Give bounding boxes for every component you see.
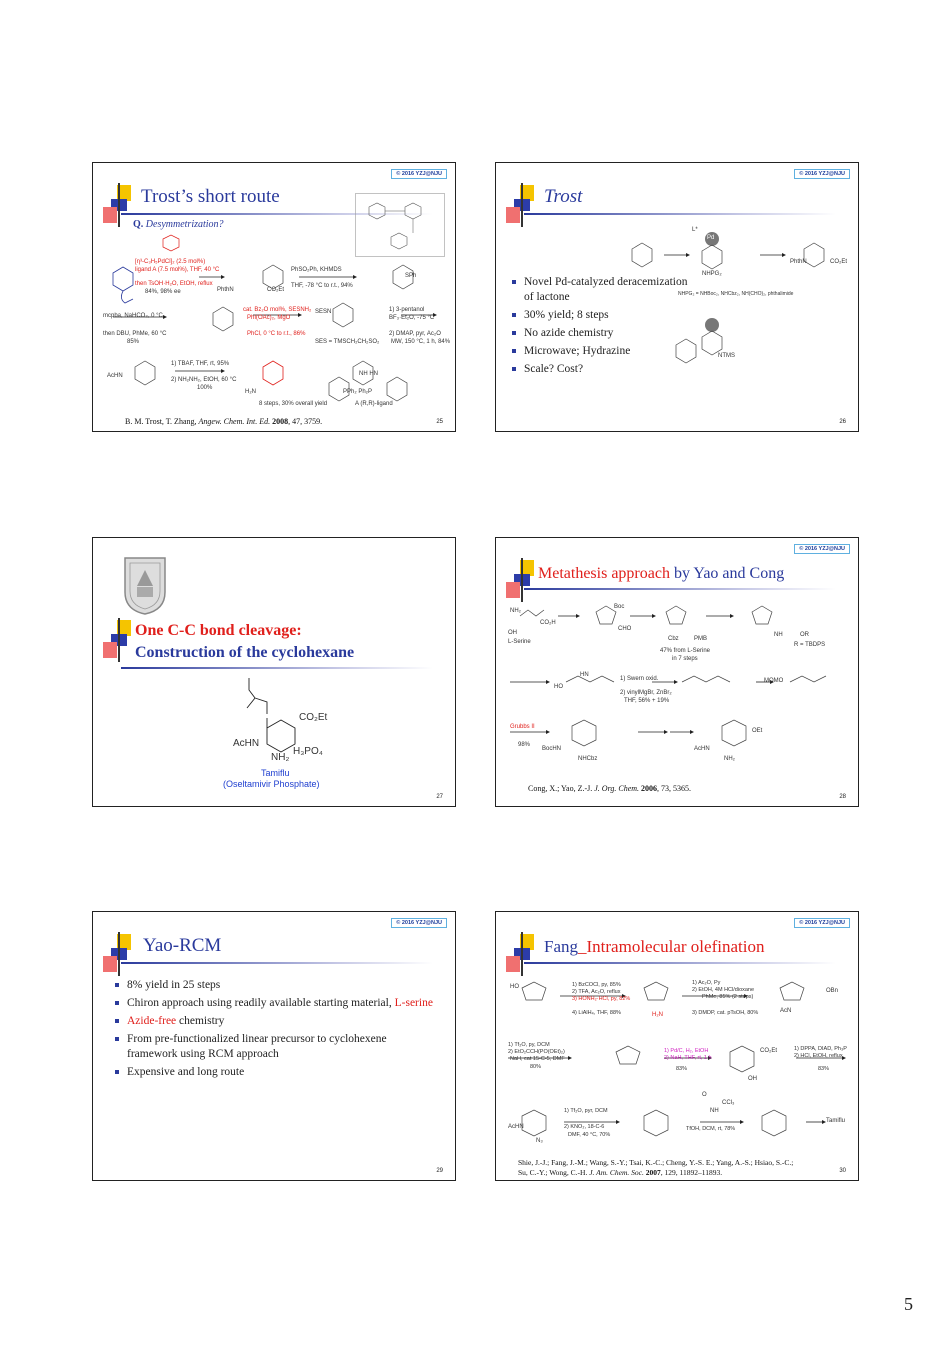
structure-label: NH₂ [271,752,290,763]
slide-25 [92,162,456,432]
slide-title: Trost [544,186,583,207]
structure-label: SESN [315,309,332,315]
condition-text: 2) EtOH, 4M HCl/dioxane [692,987,755,993]
condition-text: 8 steps, 30% overall yield [259,401,328,407]
ref-journal: Angew. Chem. Int. Ed. [198,417,271,426]
question-text: Desymmetrization? [145,219,224,230]
page-number: 5 [904,1294,913,1314]
condition-text: PhMe, 85% (2 steps) [702,994,754,1000]
slide-26 [495,162,859,432]
condition-text: 1) Tf₂O, py, DCM [508,1042,550,1048]
condition-text: 2) NH₂NH₂, EtOH, 60 °C [171,377,237,383]
bullet-highlight: L-serine [394,997,433,1009]
ligand-label: L* [692,227,698,233]
ref-year: 2007 [643,1168,661,1177]
copyright-badge: © 2016 YZJ@NJU [794,918,850,928]
structure-label: SPh [405,273,417,279]
title-red-part: Metathesis approach [538,565,670,582]
slide-number: 29 [436,1168,443,1174]
title-underline [524,213,836,215]
product-label: Tamiflu [826,1118,846,1124]
ref-line-2 [518,1168,793,1178]
structure-label: AcHN [694,746,710,752]
condition-text: DMF, 40 °C, 70% [568,1132,611,1138]
slide-28 [495,537,859,807]
structure-label: OEt [752,728,763,734]
protecting-group-note: NHPG₂ = NHBoc₂, NHCbz₂, NH(CHO)₂, phthalimide [678,291,794,297]
slide-number: 25 [436,419,443,425]
structure-label: H₂N [245,389,256,395]
bullet-item [113,978,433,993]
condition-text: 1) Tf₂O, pyr, DCM [564,1108,608,1114]
structure-label: BocHN [542,746,562,752]
condition-text: 2) TFA, Ac₂O, reflux [572,989,621,995]
ref-authors: Cong, X.; Yao, Z.-J. [528,784,595,793]
ref-line-1: Shie, J.-J.; Fang, J.-M.; Wang, S.-Y.; Tsai, K.-C.; Cheng, Y.-S. E.; Yang, A.-S.; Hsiao, S.-C.; [518,1158,794,1167]
structure-label: 47% from L-Serine [660,648,711,654]
structure-label: HO [554,684,563,690]
caption-oseltamivir: (Oseltamivir Phosphate) [223,779,320,789]
slide-number: 28 [839,794,846,800]
slide-title: Yao-RCM [143,935,222,956]
structure-label: CO₂Et [830,259,847,265]
structure-label: L-Serine [508,639,531,645]
structure-label: CCl₃ [722,1100,735,1106]
structure-label: NHCbz [578,756,598,762]
structure-label: NTMS [718,353,735,359]
structure-label: OH [748,1076,757,1082]
condition-text: 2) EtO₂CCH(PO(OEt)₂) [508,1049,565,1055]
bullet-text: Chiron approach using readily available starting material, [127,997,395,1009]
structure-label: OR [800,632,809,638]
slide-title [544,937,764,957]
structure-label: OH [508,630,517,636]
structure-label: PhthN [217,287,234,293]
condition-text: THF, 56% + 19% [624,698,670,704]
condition-text: 83% [676,1066,688,1072]
ref-journal: J. Am. Chem. Soc. [589,1168,644,1177]
bullet-item: Novel Pd-catalyzed deracemization of lactone [510,275,690,305]
title-underline [524,588,836,590]
title-underline [524,962,836,964]
structure-label: PPh₂ Ph₂P [343,389,373,395]
slide-title [538,565,784,583]
bullet-list [113,978,433,1083]
copyright-badge: © 2016 YZJ@NJU [794,544,850,554]
condition-text: cat. Bz₂O mol%, SESNH₂ [243,307,312,313]
condition-text: 1) BzCOCl, py, 85% [572,982,621,988]
structure-label: AcHN [233,738,260,749]
title-blue-part: by Yao and Cong [669,565,785,582]
structure-label: NH₂ [724,756,735,762]
university-seal-icon [121,554,169,616]
slide-logo-icon [506,932,540,976]
condition-text: 1) Pd/C, H₂, EtOH [664,1048,709,1054]
bullet-highlight: Azide-free [127,1015,177,1027]
bullet-text: Expensive and long route [127,1066,245,1078]
section-title-line-2: Construction of the cyclohexane [135,644,355,661]
ref-year: 2008 [270,417,289,426]
condition-text: PhCl, 0 °C to r.t., 86% [247,331,306,337]
structure-label: CHO [618,626,632,632]
slide-30 [495,911,859,1181]
structure-label: OBn [826,988,839,994]
structure-label: CO₂H [540,620,556,626]
structure-label: NH [710,1108,719,1114]
slide-logo-icon [506,183,540,227]
bullet-item [113,1032,433,1062]
structure-label: CO₂Et [299,712,328,723]
condition-text: 2) DMAP, pyr, Ac₂O [389,331,441,337]
ref-authors: B. M. Trost, T. Zhang, [125,417,199,426]
condition-text: 3) DMDP, cat. pTsOH, 80% [692,1010,759,1016]
section-title-line-1: One C-C bond cleavage: [135,622,302,639]
condition-text: 2) KNO₂, 18-C-6 [564,1124,605,1130]
slide-logo-icon [103,618,137,662]
slide-number: 30 [839,1168,846,1174]
structure-label: H₃PO₄ [293,746,323,757]
condition-text: PhSO₂Ph, KHMDS [291,267,342,273]
structure-label: AcHN [107,373,123,379]
condition-text: 84%, 98% ee [145,289,181,295]
slide-27 [92,537,456,807]
question-label: Q. [133,219,144,230]
structure-label: HN [580,672,589,678]
bullet-item: Microwave; Hydrazine [510,344,690,359]
bullet-item [113,1065,433,1080]
structure-label: NH HN [359,371,378,377]
copyright-badge: © 2016 YZJ@NJU [794,169,850,179]
slide-number: 27 [436,794,443,800]
condition-text: ligand A (7.5 mol%), THF, 40 °C [135,267,220,273]
structure-label: CO₂Et [760,1048,777,1054]
condition-text: 2) HCl, EtOH, reflux [794,1053,843,1059]
structure-label: AcN [780,1008,792,1014]
reference [518,1158,793,1178]
condition-text: TfOH, DCM, rt, 78% [686,1126,736,1132]
condition-text: 85% [127,339,140,345]
caption-tamiflu: Tamiflu [261,768,290,778]
question-line [133,219,224,230]
bullet-item [113,1014,433,1029]
condition-text: mcpba, NaHCO₃, 0 °C [103,313,163,319]
condition-text: 100% [197,385,213,391]
condition-text: [η³-C₃H₅PdCl]₂ (2.5 mol%) [135,259,206,265]
copyright-badge: © 2016 YZJ@NJU [391,169,447,179]
condition-text: 4) LiAlH₄, THF, 88% [572,1010,621,1016]
structure-label: H₂N [652,1012,663,1018]
bullet-item: Scale? Cost? [510,362,690,377]
bullet-text: From pre-functionalized linear precursor to cyclohexene framework using RCM approach [127,1033,387,1060]
condition-text: SES = TMSCH₂CH₂SO₂ [315,339,380,345]
condition-text: Grubbs II [510,724,535,730]
condition-text: THF, -78 °C to r.t., 94% [291,283,353,289]
structure-label: O [702,1092,707,1098]
structure-label: R = TBDPS [794,642,826,648]
slide-logo-icon [103,183,137,227]
condition-text: 1) 3-pentanol [389,307,425,313]
structure-label: PMB [694,636,708,642]
condition-text: then DBU, PhMe, 60 °C [103,331,167,337]
condition-text: then TsOH·H₂O, EtOH, reflux [135,281,213,287]
bullet-text: chemistry [176,1015,225,1027]
structure-label: HO [510,984,519,990]
ref-year: 2006 [639,784,658,793]
condition-text: 1) Ac₂O, Py [692,980,721,986]
structure-label: NH [774,632,783,638]
reference [125,417,322,426]
structure-label: in 7 steps [672,656,698,662]
bullet-item [113,996,433,1011]
slide-logo-icon [103,932,137,976]
slide-number: 26 [839,419,846,425]
structure-label: Cbz [668,636,679,642]
condition-text: 3) HONH₂·HCl, py, 82% [572,996,631,1002]
ref-rest: , 129, 11892–11893. [660,1168,723,1177]
ref-rest: , 47, 3759. [288,417,323,426]
structure-label: MOMO [764,678,784,684]
condition-text: PhI(OAc)₂, MgO [247,315,291,321]
structure-label: AcHN [508,1124,524,1130]
condition-text: 1) TBAF, THF, rt, 95% [171,361,230,367]
structure-label: NH₂ [510,608,521,614]
ref-authors: Su, C.-Y.; Wong, C.-H. [518,1168,590,1177]
condition-text: 2) NaH, THF, rt, 1 h [664,1055,712,1061]
condition-text: A (R,R)-ligand [355,401,393,407]
ref-rest: , 73, 5365. [657,784,692,793]
structure-label: Boc [614,604,625,610]
condition-text: MW, 150 °C, 1 h, 84% [391,339,451,345]
bullet-item: 30% yield; 8 steps [510,308,690,323]
slide-logo-icon [506,558,540,602]
reference [528,784,691,793]
ref-journal: J. Org. Chem. [594,784,640,793]
structure-label: PhthN [790,259,807,265]
condition-text: 98% [518,742,531,748]
condition-text: NaH, cat 15-C-5, DMF [510,1056,565,1062]
title-red-part: _Intramolecular olefination [578,937,765,956]
slide-29 [92,911,456,1181]
pd-label: Pd [707,235,715,241]
structure-label: NHPG₂ [702,271,722,277]
structure-label: N₃ [536,1138,543,1144]
title-blue-part: Fang [544,937,578,956]
bullet-text: 8% yield in 25 steps [127,979,221,991]
condition-text: 2) vinylMgBr, ZnBr₂ [620,690,672,696]
condition-text: BF₃·Et₂O, -75 °C [389,315,435,321]
title-underline [121,667,433,669]
condition-text: 80% [530,1064,542,1070]
slide-title: Trost’s short route [141,186,280,207]
condition-text: 1) Swern oxid. [620,676,659,682]
bullet-list [510,275,690,380]
condition-text: 1) DPPA, DIAD, Ph₃P [794,1046,847,1052]
condition-text: 83% [818,1066,830,1072]
copyright-badge: © 2016 YZJ@NJU [391,918,447,928]
title-underline [121,962,433,964]
bullet-item: No azide chemistry [510,326,690,341]
structure-label: CO₂Et [267,287,284,293]
